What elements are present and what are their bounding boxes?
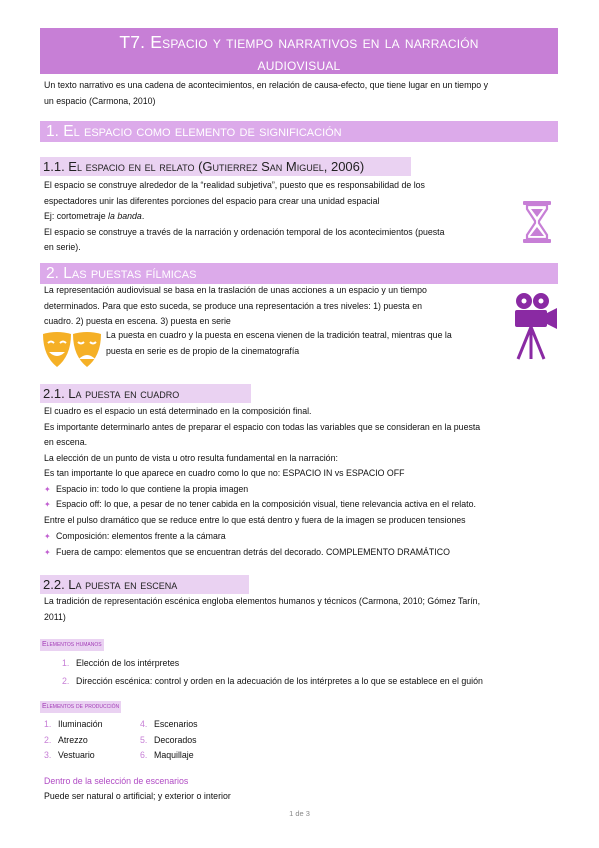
list-item-text: Espacio off: lo que, a pesar de no tener cabida en la composición visual, tiene relevancia activa en el relato.	[56, 499, 476, 509]
example-line	[44, 209, 550, 225]
list-number: 6.	[140, 750, 148, 760]
human-elements-heading: Elementos humanos	[40, 639, 104, 651]
list-item	[44, 717, 144, 733]
text-line: espectadores unir las diferentes porciones del espacio para crear una unidad espacial	[44, 195, 380, 206]
text-line: determinados. Para que esto suceda, se produce una representación a tres niveles: 1) puesta en	[44, 300, 423, 311]
production-elements-heading: Elementos de producción	[40, 701, 121, 713]
list-item	[62, 656, 562, 672]
list-item-text: Decorados	[154, 734, 197, 745]
list-item	[140, 717, 250, 733]
list-number: 4.	[140, 719, 148, 729]
subsection-2-1-body	[44, 404, 560, 528]
text-line: en serie).	[44, 242, 81, 252]
list-item-text: Espacio in: todo lo que contiene la propia imagen	[56, 483, 249, 494]
text-line: El espacio se construye a través de la narración y ordenación temporal de los acontecimientos (puesta	[44, 226, 445, 237]
list-number: 1.	[62, 658, 70, 668]
example-title: la banda	[108, 211, 142, 221]
subsection-2-2-body	[44, 594, 560, 625]
list-item-text: Iluminación	[58, 719, 103, 729]
list-item	[44, 482, 560, 498]
list-item-text: Composición: elementos frente a la cámara	[56, 531, 226, 541]
subsection-2-1-heading: 2.1. La puesta en cuadro	[40, 384, 251, 403]
list-item	[44, 748, 144, 764]
title-line-1: T7. Espacio y tiempo narrativos en la narración	[119, 32, 479, 52]
scenario-heading: Dentro de la selección de escenarios	[44, 776, 189, 786]
text-line: La tradición de representación escénica engloba elementos humanos y técnicos (Carmona, 2010; Gómez Tarín,	[44, 596, 481, 606]
text-line: en escena.	[44, 437, 88, 447]
list-item	[44, 545, 560, 561]
human-elements-list	[62, 656, 562, 689]
list-item-text: Elección de los intérpretes	[76, 658, 180, 668]
text-line: El cuadro es el espacio un está determinado en la composición final.	[44, 406, 312, 416]
hourglass-icon	[521, 200, 553, 244]
list-item	[44, 497, 560, 513]
list-item	[140, 733, 250, 749]
list-item-text: Escenarios	[154, 719, 198, 729]
list-number: 2.	[62, 675, 70, 686]
section-2-heading: 2. Las puestas fílmicas	[40, 263, 558, 284]
list-item-text: Atrezzo	[58, 734, 88, 745]
subsection-2-1-list-2	[44, 529, 560, 560]
list-item-text: Dirección escénica: control y orden en la adecuación de los intérpretes a lo que se establece en el guión	[76, 675, 483, 686]
production-list-col-2	[140, 717, 250, 764]
list-item	[62, 674, 562, 690]
intro-line: Un texto narrativo es una cadena de acontecimientos, en relación de causa-efecto, que tiene lugar en un tiempo y	[44, 80, 489, 90]
film-projector-icon	[510, 291, 560, 361]
subsection-1-1-body	[44, 178, 550, 256]
list-item	[140, 748, 250, 764]
text-line: puesta en serie es de propio de la cinematografía	[106, 345, 300, 356]
text-line: 2011)	[44, 611, 66, 622]
page-number: 1 de 3	[289, 809, 310, 818]
text-line: cuadro. 2) puesta en escena. 3) puesta en serie	[44, 316, 231, 326]
list-number: 5.	[140, 734, 148, 745]
text-line: Entre el pulso dramático que se reduce entre lo que está dentro y fuera de la imagen se producen tensiones	[44, 514, 466, 525]
text-line: Es tan importante lo que aparece en cuadro como lo que no: ESPACIO IN vs ESPACIO OFF	[44, 468, 405, 478]
text-line: La puesta en cuadro y la puesta en escena vienen de la tradición teatral, mientras que la	[106, 330, 452, 340]
list-item	[44, 529, 560, 545]
bullet-icon: ✦	[44, 484, 51, 494]
list-item-text: Fuera de campo: elementos que se encuentran detrás del decorado. COMPLEMENTO DRAMÁTICO	[56, 546, 450, 557]
example-prefix: Ej: cortometraje	[44, 211, 109, 221]
subsection-1-1-heading: 1.1. El espacio en el relato (Gutierrez San Miguel, 2006)	[40, 157, 411, 176]
text-line: La representación audiovisual se basa en la traslación de unas acciones a un espacio y un tiempo	[44, 285, 427, 295]
text-line: Es importante determinarlo antes de preparar el espacio con todas las variables que se consideran en la puesta	[44, 421, 481, 432]
list-number: 1.	[44, 719, 52, 729]
list-item-text: Maquillaje	[154, 750, 194, 760]
scenario-line: Puede ser natural o artificial; y exterior o interior	[44, 791, 231, 801]
production-list-col-1	[44, 717, 144, 764]
theatre-masks-icon	[40, 330, 104, 370]
text-line: El espacio se construye alrededor de la “realidad subjetiva”, puesto que es responsabilidad de los	[44, 180, 425, 190]
intro-line: un espacio (Carmona, 2010)	[44, 95, 156, 106]
text-line: La elección de un punto de vista u otro resulta fundamental en la narración:	[44, 452, 338, 463]
title-line-2: audiovisual	[257, 54, 341, 74]
bullet-icon: ✦	[44, 532, 51, 541]
list-number: 3.	[44, 750, 52, 760]
masks-paragraph	[106, 328, 516, 359]
bullet-icon: ✦	[44, 547, 51, 557]
intro-paragraph	[44, 78, 564, 109]
example-suffix: .	[141, 211, 145, 221]
list-item-text: Vestuario	[58, 750, 95, 760]
bullet-icon: ✦	[44, 500, 51, 509]
subsection-2-2-heading: 2.2. La puesta en escena	[40, 575, 249, 594]
list-number: 2.	[44, 734, 52, 745]
document-title	[40, 28, 558, 74]
list-item	[44, 733, 144, 749]
section-1-heading: 1. El espacio como elemento de significación	[40, 121, 558, 142]
section-2-body	[44, 283, 504, 330]
